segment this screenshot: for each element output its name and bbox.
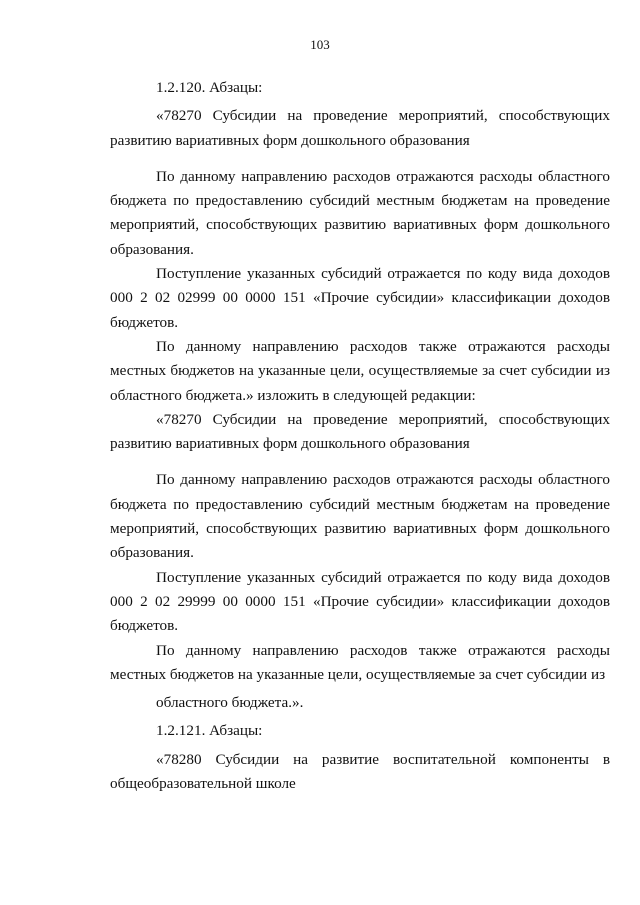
paragraph-local-budgets-new-end: областного бюджета.». — [156, 694, 304, 712]
paragraph-revenue-code-old: Поступление указанных субсидий отражается по коду вида доходов 000 2 02 02999 00 0000 151 «Прочие субсидии» классификации доходов бюджетов. — [110, 265, 610, 331]
section-heading-1-2-120: 1.2.120. Абзацы: — [156, 79, 263, 96]
paragraph-expenses-new: По данному направлению расходов отражаются расходы областного бюджета по предоставлению субсидий местным бюджетам на проведение мероприятий, способствующих развитию вариативных форм дошкольного образования. — [110, 471, 610, 562]
paragraph-local-budgets-new: По данному направлению расходов также отражаются расходы местных бюджетов на указанные цели, осуществляемые за счет субсидии из — [110, 641, 610, 683]
quoted-title-78270-old: «78270 Субсидии на проведение мероприятий, способствующих развитию вариативных форм дошкольного образования — [110, 107, 610, 149]
quoted-title-78280: «78280 Субсидии на развитие воспитательной компоненты в общеобразовательной школе — [110, 750, 610, 793]
paragraph-local-budgets-old: По данному направлению расходов также отражаются расходы местных бюджетов на указанные цели, осуществляемые за счет субсидии из областного бюджета.» изложить в следующей редакции: — [110, 337, 610, 404]
section-heading-1-2-121: 1.2.121. Абзацы: — [156, 722, 263, 740]
paragraph-revenue-code-new: Поступление указанных субсидий отражается по коду вида доходов 000 2 02 29999 00 0000 151 «Прочие субсидии» классификации доходов бюджетов. — [110, 568, 610, 635]
page-number: 103 — [310, 37, 330, 52]
document-body — [110, 76, 610, 796]
paragraph-expenses-old: По данному направлению расходов отражаются расходы областного бюджета по предоставлению субсидий местным бюджетам на проведение мероприятий, способствующих развитию вариативных форм дошкольного образования. — [110, 167, 610, 258]
quoted-title-78270-new: «78270 Субсидии на проведение мероприятий, способствующих развитию вариативных форм дошкольного образования — [110, 410, 610, 453]
